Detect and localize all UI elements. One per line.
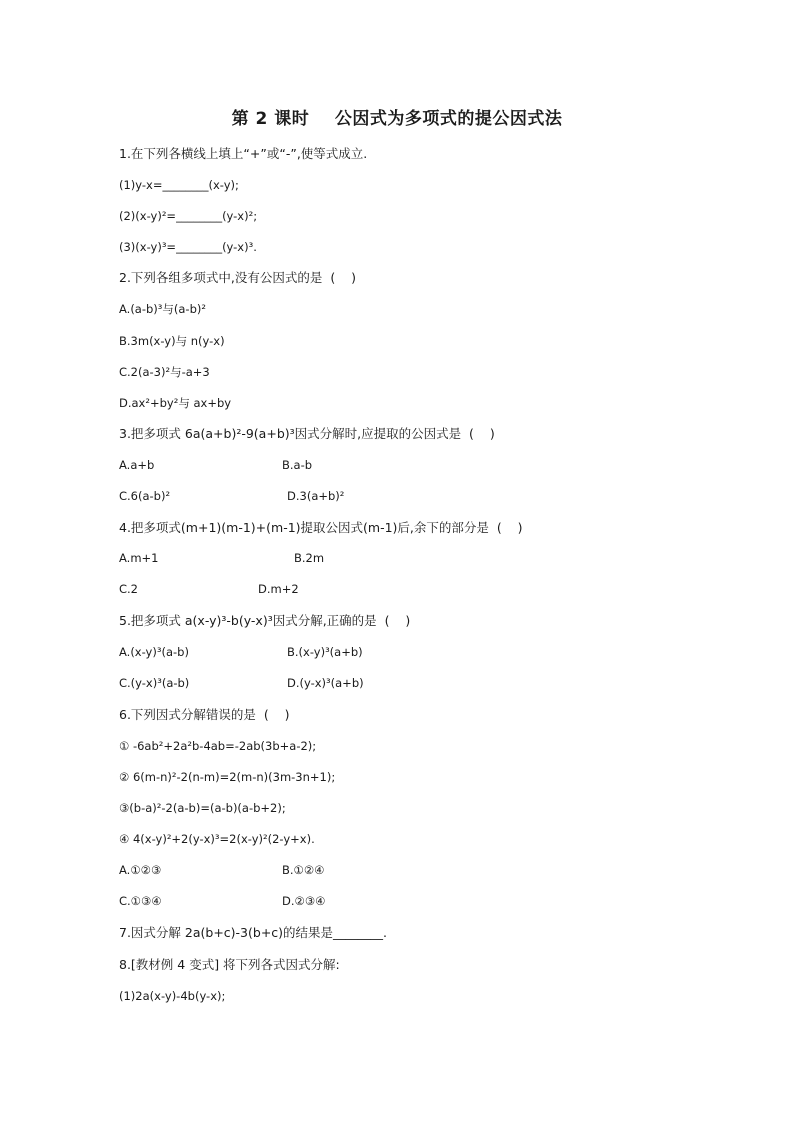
question-4-option-d: D.m+2	[258, 582, 299, 596]
question-6-item-4: ④ 4(x-y)²+2(y-x)³=2(x-y)²(2-y+x).	[119, 832, 315, 846]
question-6-option-d: D.②③④	[282, 894, 326, 908]
question-6-option-b: B.①②④	[282, 863, 325, 877]
question-8-stem: 8.[教材例 4 变式] 将下列各式因式分解:	[119, 957, 340, 972]
question-5-stem: 5.把多项式 a(x-y)³-b(y-x)³因式分解,正确的是 ( )	[119, 613, 411, 628]
question-5-option-a: A.(x-y)³(a-b)	[119, 645, 189, 659]
question-2-option-b: B.3m(x-y)与 n(y-x)	[119, 334, 225, 348]
question-1-stem: 1.在下列各横线上填上“+”或“-”,使等式成立.	[119, 146, 368, 161]
page-title: 第 2 课时 公因式为多项式的提公因式法	[231, 109, 563, 129]
question-1-item-2: (2)(x-y)²=________(y-x)²;	[119, 209, 258, 223]
question-7-stem: 7.因式分解 2a(b+c)-3(b+c)的结果是________.	[119, 925, 388, 940]
question-1-item-3: (3)(x-y)³=________(y-x)³.	[119, 240, 257, 254]
question-6-item-1: ① -6ab²+2a²b-4ab=-2ab(3b+a-2);	[119, 739, 317, 753]
question-1-item-1: (1)y-x=________(x-y);	[119, 178, 239, 192]
question-3-option-a: A.a+b	[119, 458, 155, 472]
question-6-item-2: ② 6(m-n)²-2(n-m)=2(m-n)(3m-3n+1);	[119, 770, 336, 784]
question-5-option-c: C.(y-x)³(a-b)	[119, 676, 190, 690]
question-6-option-a: A.①②③	[119, 863, 162, 877]
question-3-stem: 3.把多项式 6a(a+b)²-9(a+b)³因式分解时,应提取的公因式是 ( )	[119, 426, 495, 441]
question-2-option-a: A.(a-b)³与(a-b)²	[119, 302, 206, 316]
question-3-option-b: B.a-b	[282, 458, 313, 472]
question-6-stem: 6.下列因式分解错误的是 ( )	[119, 707, 290, 722]
question-5-option-b: B.(x-y)³(a+b)	[287, 645, 363, 659]
question-5-option-d: D.(y-x)³(a+b)	[287, 676, 364, 690]
question-4-stem: 4.把多项式(m+1)(m-1)+(m-1)提取公因式(m-1)后,余下的部分是 ( )	[119, 520, 523, 535]
question-8-item-1: (1)2a(x-y)-4b(y-x);	[119, 989, 226, 1003]
question-4-option-b: B.2m	[294, 551, 325, 565]
question-2-option-c: C.2(a-3)²与-a+3	[119, 365, 210, 379]
question-4-option-c: C.2	[119, 582, 139, 596]
question-2-option-d: D.ax²+by²与 ax+by	[119, 396, 232, 410]
question-4-option-a: A.m+1	[119, 551, 159, 565]
question-3-option-c: C.6(a-b)²	[119, 489, 171, 503]
question-2-stem: 2.下列各组多项式中,没有公因式的是 ( )	[119, 270, 356, 285]
question-6-option-c: C.①③④	[119, 894, 162, 908]
question-3-option-d: D.3(a+b)²	[287, 489, 345, 503]
question-6-item-3: ③(b-a)²-2(a-b)=(a-b)(a-b+2);	[119, 801, 286, 815]
